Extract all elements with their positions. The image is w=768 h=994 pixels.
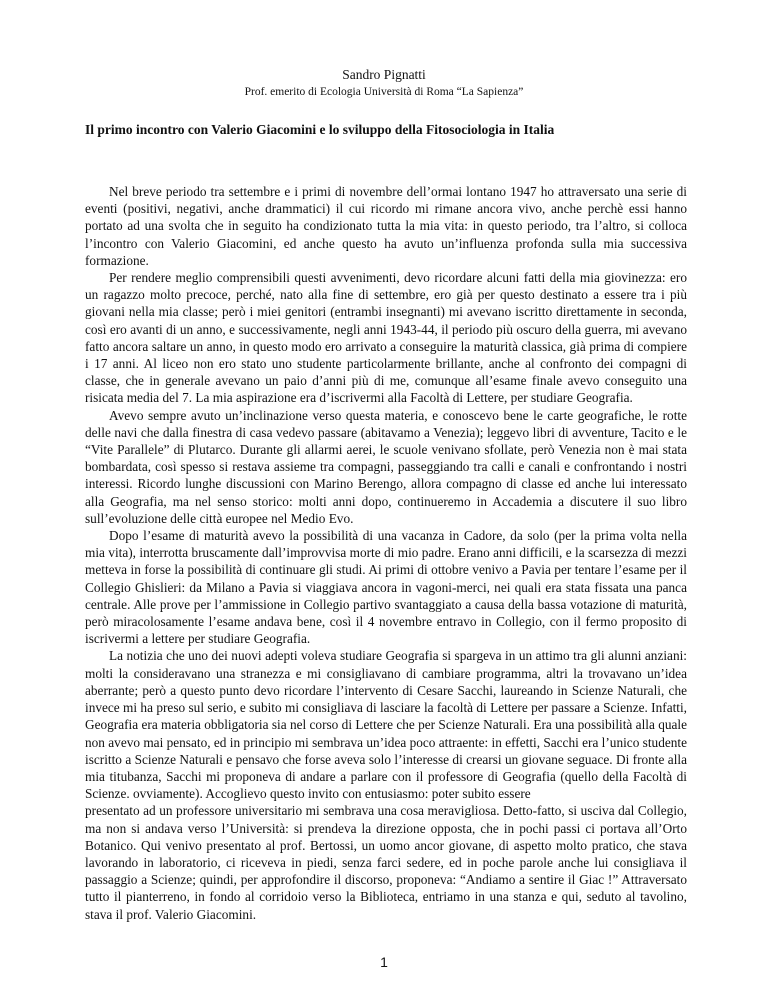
paragraph-6: presentato ad un professore universitario mi sembrava una cosa meravigliosa. Detto-fatto, si usciva dal Collegio, ma non si andava verso l’Università: si prendeva la direzione opposta, che in pochi passi ci portava all’Orto Botanico. Qui venivo presentato al prof. Bertossi, un uomo ancor giovane, di aspetto molto pratico, che stava lavorando in laboratorio, ci riceveva in piedi, senza farci sedere, ed in poche parole anche lui consigliava il passaggio a Scienze; quindi, per approfondire il discorso, proponeva: “Andiamo a sentire il Giac !” Attraversato tutto il pianterreno, in fondo al corridoio verso la Biblioteca, entriamo in una stanza e qui, seduto al tavolino, stava il prof. Valerio Giacomini.	[85, 803, 687, 922]
paragraph-4: Dopo l’esame di maturità avevo la possibilità di una vacanza in Cadore, da solo (per la prima volta nella mia vita), interrotta bruscamente dall’improvvisa morte di mio padre. Erano anni difficili, e la scarsezza di mezzi metteva in forse la possibilità di continuare gli studi. Ai primi di ottobre venivo a Pavia per tentare l’esame per il Collegio Ghislieri: da Milano a Pavia si viaggiava ancora in vagoni-merci, nei quali era stata fissata una panca centrale. Alle prove per l’ammissione in Collegio partivo svantaggiato a causa della bassa votazione di maturità, però miracolosamente l’esame andava bene, così il 4 novembre entravo in Collegio, con il fermo proposito di iscrivermi a lettere per studiare Geografia.	[85, 528, 687, 647]
paragraph-3: Avevo sempre avuto un’inclinazione verso questa materia, e conoscevo bene le carte geografiche, le rotte delle navi che dalla finestra di casa vedevo passare (abitavamo a Venezia); leggevo libri di avventure, Tacito e le “Vite Parallele” di Plutarco. Durante gli allarmi aerei, le scuole venivano sfollate, però Venezia non è mai stata bombardata, così spesso si restava assieme tra compagni, passeggiando tra calli e canali e confrontando i nostri interessi. Ricordo lunghe discussioni con Marino Berengo, allora compagno di classe ed anche lui interessato alla Geografia, ma nel senso storico: molti anni dopo, continueremo in Accademia a discutere il suo libro sull’evoluzione delle città europee nel Medio Evo.	[85, 407, 687, 526]
paragraph-5: La notizia che uno dei nuovi adepti voleva studiare Geografia si spargeva in un attimo tra gli alunni anziani: molti la consideravano una stranezza e mi consigliavano di cambiare programma, altri la trovavano un’idea aberrante; però a questo punto devo ricordare l’intervento di Cesare Sacchi, laureando in Scienze Naturali, che invece mi ha preso sul serio, e subito mi consigliava di lasciare la facoltà di Lettere per passare a Scienze. Infatti, Geografia era materia obbligatoria sia nel corso di Lettere che per Scienze Naturali. Era una possibilità alla quale non avevo mai pensato, ed in principio mi sembrava un’idea poco attraente: in effetti, Sacchi era l’unico studente iscritto a Scienze Naturali e pensavo che forse aveva solo l’interesse di crearsi un giovane seguace. Di fronte alla mia titubanza, Sacchi mi proponeva di andare a parlare con il professore di Geografia (quello della Facoltà di Scienze. ovviamente). Accoglievo questo invito con entusiasmo: poter subito essere	[85, 648, 687, 802]
paragraph-1: Nel breve periodo tra settembre e i primi di novembre dell’ormai lontano 1947 ho attraversato una serie di eventi (positivi, negativi, anche drammatici) il cui ricordo mi rimane ancora vivo, anche perchè essi hanno portato ad una svolta che in seguito ha condizionato tutta la mia vita: in questo periodo, tra l’altro, si colloca l’incontro con Valerio Giacomini, ed anche questo ha avuto un’influenza profonda sulla mia successiva formazione.	[85, 184, 687, 268]
author-name: Sandro Pignatti	[342, 67, 426, 82]
article-body	[85, 183, 687, 923]
article-title: Il primo incontro con Valerio Giacomini e lo sviluppo della Fitosociologia in Italia	[85, 122, 555, 137]
author-affiliation: Prof. emerito di Ecologia Università di Roma “La Sapienza”	[244, 86, 524, 98]
paragraph-2: Per rendere meglio comprensibili questi avvenimenti, devo ricordare alcuni fatti della mia giovinezza: ero un ragazzo molto precoce, perché, nato alla fine di settembre, ero già per questo destinato a essere tra i più giovani nella mia classe; però i miei genitori (entrambi insegnanti) mi avevano iscritto direttamente in seconda, così ero avanti di un anno, e successivamente, negli anni 1943-44, il periodo più oscuro della guerra, mi avevano fatto ancora saltare un anno, in questo modo ero arrivato a conseguire la maturità classica, già prima di compiere i 17 anni. Al liceo non ero stato uno studente particolarmente brillante, anche al confronto dei compagni di classe, che in generale avevano un paio d’anni più di me, comunque all’esame finale avevo conseguito una risicata media del 7. La mia aspirazione era d’iscrivermi alla Facoltà di Lettere, per studiare Geografia.	[85, 270, 687, 406]
page-number: 1	[380, 954, 388, 970]
